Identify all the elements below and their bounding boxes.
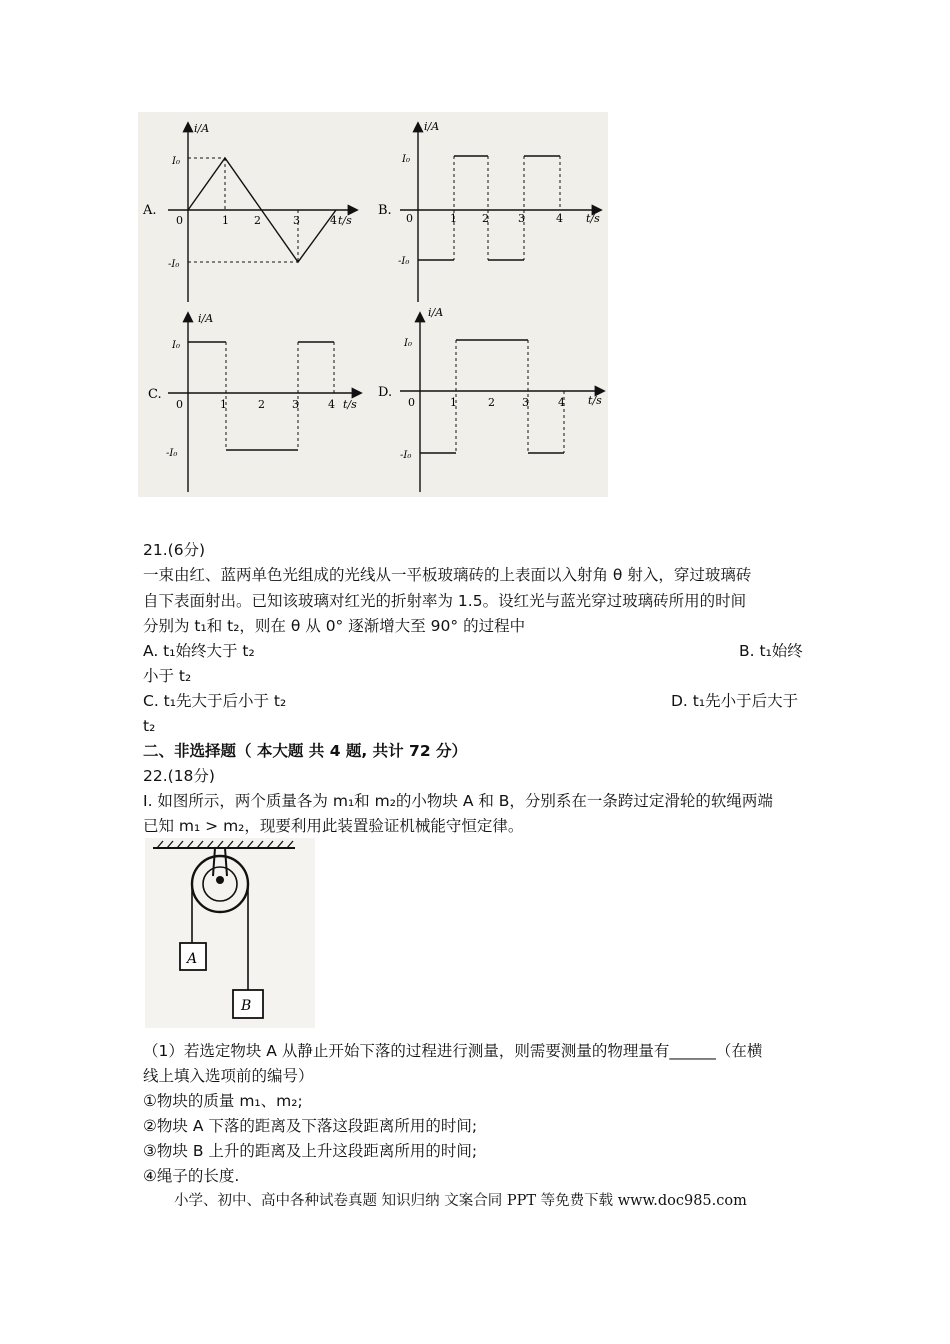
x-tick-3-b: 3 xyxy=(518,212,525,225)
block-b-label: B xyxy=(241,998,252,1014)
y-tick-pos-a: I₀ xyxy=(172,156,180,167)
y-tick-neg-c: -I₀ xyxy=(166,448,178,459)
x-axis-label-a: t/s xyxy=(338,214,352,227)
x-tick-1-d: 1 xyxy=(450,396,457,409)
x-tick-1-a: 1 xyxy=(222,214,229,227)
graphs-svg xyxy=(138,112,608,497)
x-tick-3-a: 3 xyxy=(293,214,300,227)
q21-option-a: A. t₁始终大于 t₂ xyxy=(143,642,255,660)
q22-choice-1: ①物块的质量 m₁、m₂; xyxy=(143,1092,303,1110)
x-tick-4-d: 4 xyxy=(558,396,565,409)
section2-title: 二、非选择题（ 本大题 共 4 题, 共计 72 分） xyxy=(143,742,468,760)
option-letter-d: D. xyxy=(378,385,393,400)
q21-option-b-tail: 小于 t₂ xyxy=(143,667,192,685)
x-tick-0-b: 0 xyxy=(406,212,413,225)
y-tick-pos-c: I₀ xyxy=(172,340,180,351)
q21-option-b-head: B. t₁始终 xyxy=(739,642,803,660)
y-tick-neg-b: -I₀ xyxy=(398,256,410,267)
graph-d xyxy=(378,306,603,492)
y-tick-pos-d: I₀ xyxy=(404,338,412,349)
q22-header: 22.(18分) xyxy=(143,767,215,785)
graph-a xyxy=(142,122,356,302)
x-tick-0-d: 0 xyxy=(408,396,415,409)
x-tick-4-c: 4 xyxy=(328,398,335,411)
block-a-label: A xyxy=(187,951,198,967)
q21-stem-line-1: 一束由红、蓝两单色光组成的光线从一平板玻璃砖的上表面以入射角 θ 射入，穿过玻璃砖 xyxy=(143,566,752,584)
q21-stem-line-2: 自下表面射出。已知该玻璃对红光的折射率为 1.5。设红光与蓝光穿过玻璃砖所用的时间 xyxy=(143,592,747,610)
x-tick-2-c: 2 xyxy=(258,398,265,411)
x-axis-label-d: t/s xyxy=(588,394,602,407)
pulley-svg xyxy=(145,838,315,1028)
x-tick-0-c: 0 xyxy=(176,398,183,411)
x-tick-4-a: 4 xyxy=(330,214,337,227)
current-graphs-figure xyxy=(138,112,608,497)
graph-c xyxy=(148,312,360,492)
option-letter-c: C. xyxy=(148,387,162,402)
x-tick-4-b: 4 xyxy=(556,212,563,225)
y-axis-label-d: i/A xyxy=(428,306,444,319)
graph-b xyxy=(378,120,600,302)
x-tick-1-c: 1 xyxy=(220,398,227,411)
option-letter-b: B. xyxy=(378,203,392,218)
option-letter-a: A. xyxy=(143,203,157,218)
q22-choice-3: ③物块 B 上升的距离及上升这段距离所用的时间; xyxy=(143,1142,478,1160)
x-tick-2-d: 2 xyxy=(488,396,495,409)
q22-sub1-line-1: （1）若选定物块 A 从静止开始下落的过程进行测量，则需要测量的物理量有______（在横 xyxy=(143,1042,763,1060)
pulley-figure xyxy=(145,838,315,1028)
y-axis-label-a: i/A xyxy=(194,122,210,135)
y-tick-pos-b: I₀ xyxy=(402,154,410,165)
q21-stem-line-3: 分别为 t₁和 t₂，则在 θ 从 0° 逐渐增大至 90° 的过程中 xyxy=(143,617,526,635)
x-tick-2-a: 2 xyxy=(254,214,261,227)
x-tick-0-a: 0 xyxy=(176,214,183,227)
x-axis-label-c: t/s xyxy=(343,398,357,411)
y-tick-neg-a: -I₀ xyxy=(168,259,180,270)
x-tick-3-d: 3 xyxy=(522,396,529,409)
x-tick-1-b: 1 xyxy=(450,212,457,225)
ceiling-hatch xyxy=(157,841,293,848)
q21-option-d-tail: t₂ xyxy=(143,717,156,735)
q21-option-c: C. t₁先大于后小于 t₂ xyxy=(143,692,287,710)
q22-choice-4: ④绳子的长度. xyxy=(143,1167,240,1185)
x-tick-3-c: 3 xyxy=(292,398,299,411)
q22-intro-line-1: I. 如图所示，两个质量各为 m₁和 m₂的小物块 A 和 B，分别系在一条跨过定滑轮的软绳两端 xyxy=(143,792,773,810)
y-axis-label-c: i/A xyxy=(198,312,214,325)
q22-intro-line-2: 已知 m₁ > m₂，现要利用此装置验证机械能守恒定律。 xyxy=(143,817,524,835)
y-axis-label-b: i/A xyxy=(424,120,440,133)
x-axis-label-b: t/s xyxy=(586,212,600,225)
q22-sub1-line-2: 线上填入选项前的编号） xyxy=(143,1067,314,1085)
q22-choice-2: ②物块 A 下落的距离及下落这段距离所用的时间; xyxy=(143,1117,478,1135)
q21-header: 21.(6分) xyxy=(143,541,206,559)
q21-option-d-head: D. t₁先小于后大于 xyxy=(671,692,799,710)
y-tick-neg-d: -I₀ xyxy=(400,450,412,461)
footer-text: 小学、初中、高中各种试卷真题 知识归纳 文案合同 PPT 等免费下载 www.doc985.com xyxy=(174,1193,747,1209)
x-tick-2-b: 2 xyxy=(482,212,489,225)
